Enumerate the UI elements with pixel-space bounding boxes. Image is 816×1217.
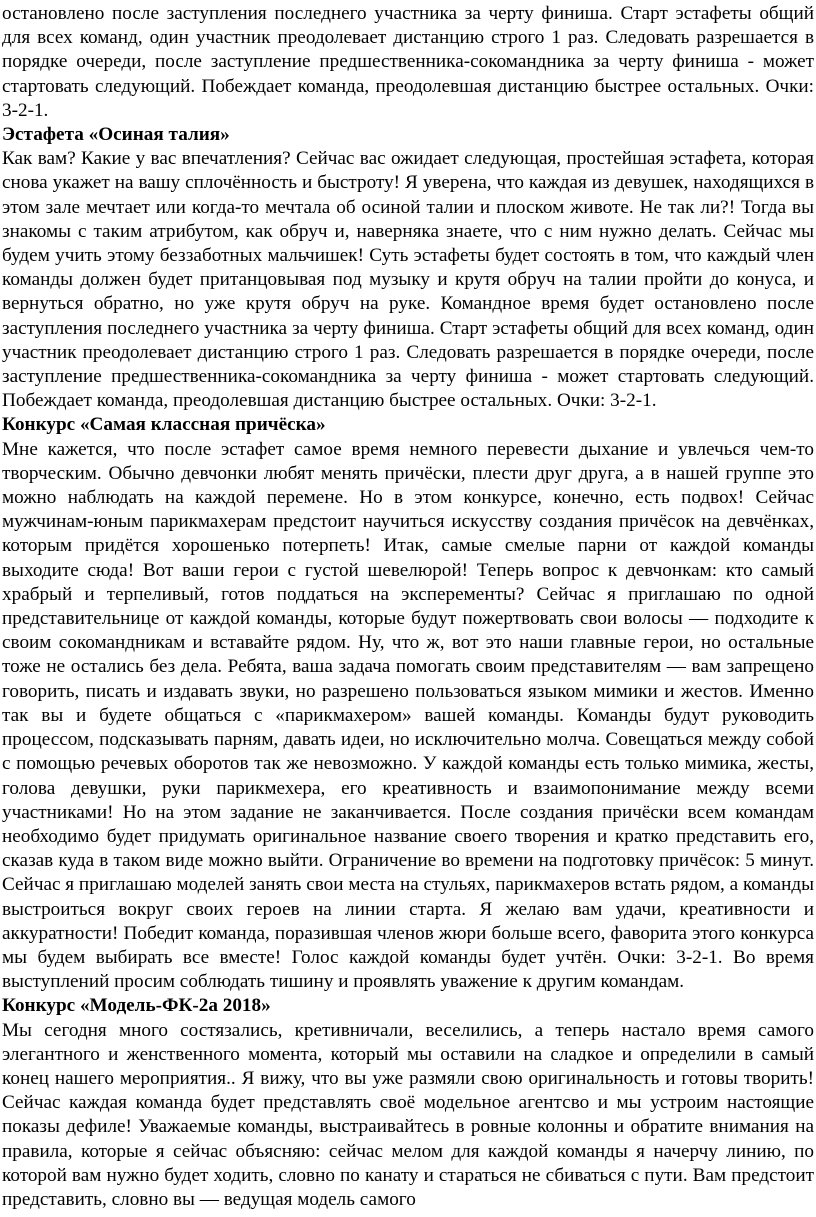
paragraph-model-contest: Мы сегодня много состязались, кретивничали, веселились, а теперь настало время самого элегантного и женственного момента, который мы оставили на сладкое и определили в самый конец нашего мероприятия.. Я вижу, что вы уже размяли свою оригинальность и готовы творить! Сейчас каждая команда будет представлять своё модельное агентсво и мы устроим настоящие показы дефиле! Уважаемые команды, выстраивайтесь в ровные колонны и обратите внимания на правила, которые я сейчас объясняю: сейчас мелом для каждой команды я начерчу линию, по которой вам нужно будет ходить, словно по канату и стараться не сбиваться с пути. Вам предстоит представить, словно вы — ведущая модель самого (2, 1019, 814, 1210)
paragraph-wasp-waist-relay: Как вам? Какие у вас впечатления? Сейчас вас ожидает следующая, простейшая эстафета, которая снова укажет на вашу сплочённость и быстроту! Я уверена, что каждая из девушек, находящихся в этом зале мечтает или когда-то мечтала об осиной талии и плоском животе. Не так ли?! Тогда вы знакомы с таким атрибутом, как обруч и, наверняка знаете, что с ним нужно делать. Сейчас мы будем учить этому беззаботных мальчишек! Суть эстафеты будет состоять в том, что каждый член команды должен будет пританцовывая под музыку и крутя обруч на талии пройти до конуса, и вернуться обратно, но уже крутя обруч на руке. Командное время будет остановлено после заступления последнего участника за черту финиша. Старт эстафеты общий для всех команд, один участник преодолевает дистанцию строго 1 раз. Следовать разрешается в порядке очереди, после заступление предшественника-сокомандника за черту финиша - может стартовать следующий. Побеждает команда, преодолевшая дистанцию быстрее остальных. Очки: 3-2-1. (2, 148, 814, 412)
paragraph-relay-end: остановлено после заступления последнего участника за черту финиша. Старт эстафеты общий для всех команд, один участник преодолевает дистанцию строго 1 раз. Следовать разрешается в порядке очереди, после заступление предшественника-сокомандника за черту финиша - может стартовать следующий. Побеждает команда, преодолевшая дистанцию быстрее остальных. Очки: 3-2-1. (2, 3, 814, 121)
heading-model-contest: Конкурс «Модель-ФК-2а 2018» (2, 995, 271, 1017)
paragraph-hairstyle-contest: Мне кажется, что после эстафет самое время немного перевести дыхание и увлечься чем-то творческим. Обычно девчонки любят менять причёски, плести друг друга, а в нашей группе это можно наблюдать на каждой перемене. Но в этом конкурсе, конечно, есть подвох! Сейчас мужчинам-юным парикмахерам предстоит научиться искусству создания причёсок на девчёнках, которым придётся хорошенько потерпеть! Итак, самые смелые парни от каждой команды выходите сюда! Вот ваши герои с густой шевелюрой! Теперь вопрос к девчонкам: кто самый храбрый и терпеливый, готов поддаться на эксперементы? Сейчас я приглашаю по одной представительнице от каждой команды, которые будут пожертвовать свои волосы — подходите к своим сокомандникам и вставайте рядом. Ну, что ж, вот это наши главные герои, но остальные тоже не остались без дела. Ребята, ваша задача помогать своим представителям — вам запрещено говорить, писать и издавать звуки, но разрешено пользоваться языком мимики и жестов. Именно так вы и будете общаться с «парикмахером» вашей команды. Команды будут руководить процессом, подсказывать парням, давать идеи, но исключительно молча. Совещаться между собой с помощью речевых оборотов так же невозможно. У каждой команды есть только мимика, жесты, голова девушки, руки парикмехера, его креативность и взаимопонимание между всеми участниками! Но на этом задание не заканчивается. После создания причёски всем командам необходимо будет придумать оригинальное название своего творения и кратко представить его, сказав куда в таком виде можно выйти. Ограничение во времени на подготовку причёсок: 5 минут. Сейчас я приглашаю моделей занять свои места на стульях, парикмахеров встать рядом, а команды выстроиться вокруг своих героев на линии старта. Я желаю вам удачи, креативности и аккуратности! Победит команда, поразившая членов жюри больше всего, фаворита этого конкурса мы будем выбирать все вместе! Голос каждой команды будет учтён. Очки: 3-2-1. Во время выступлений просим соблюдать тишину и проявлять уважение к другим командам. (2, 438, 814, 993)
heading-hairstyle-contest: Конкурс «Самая классная причёска» (2, 414, 326, 436)
heading-wasp-waist-relay: Эстафета «Осиная талия» (2, 124, 230, 146)
